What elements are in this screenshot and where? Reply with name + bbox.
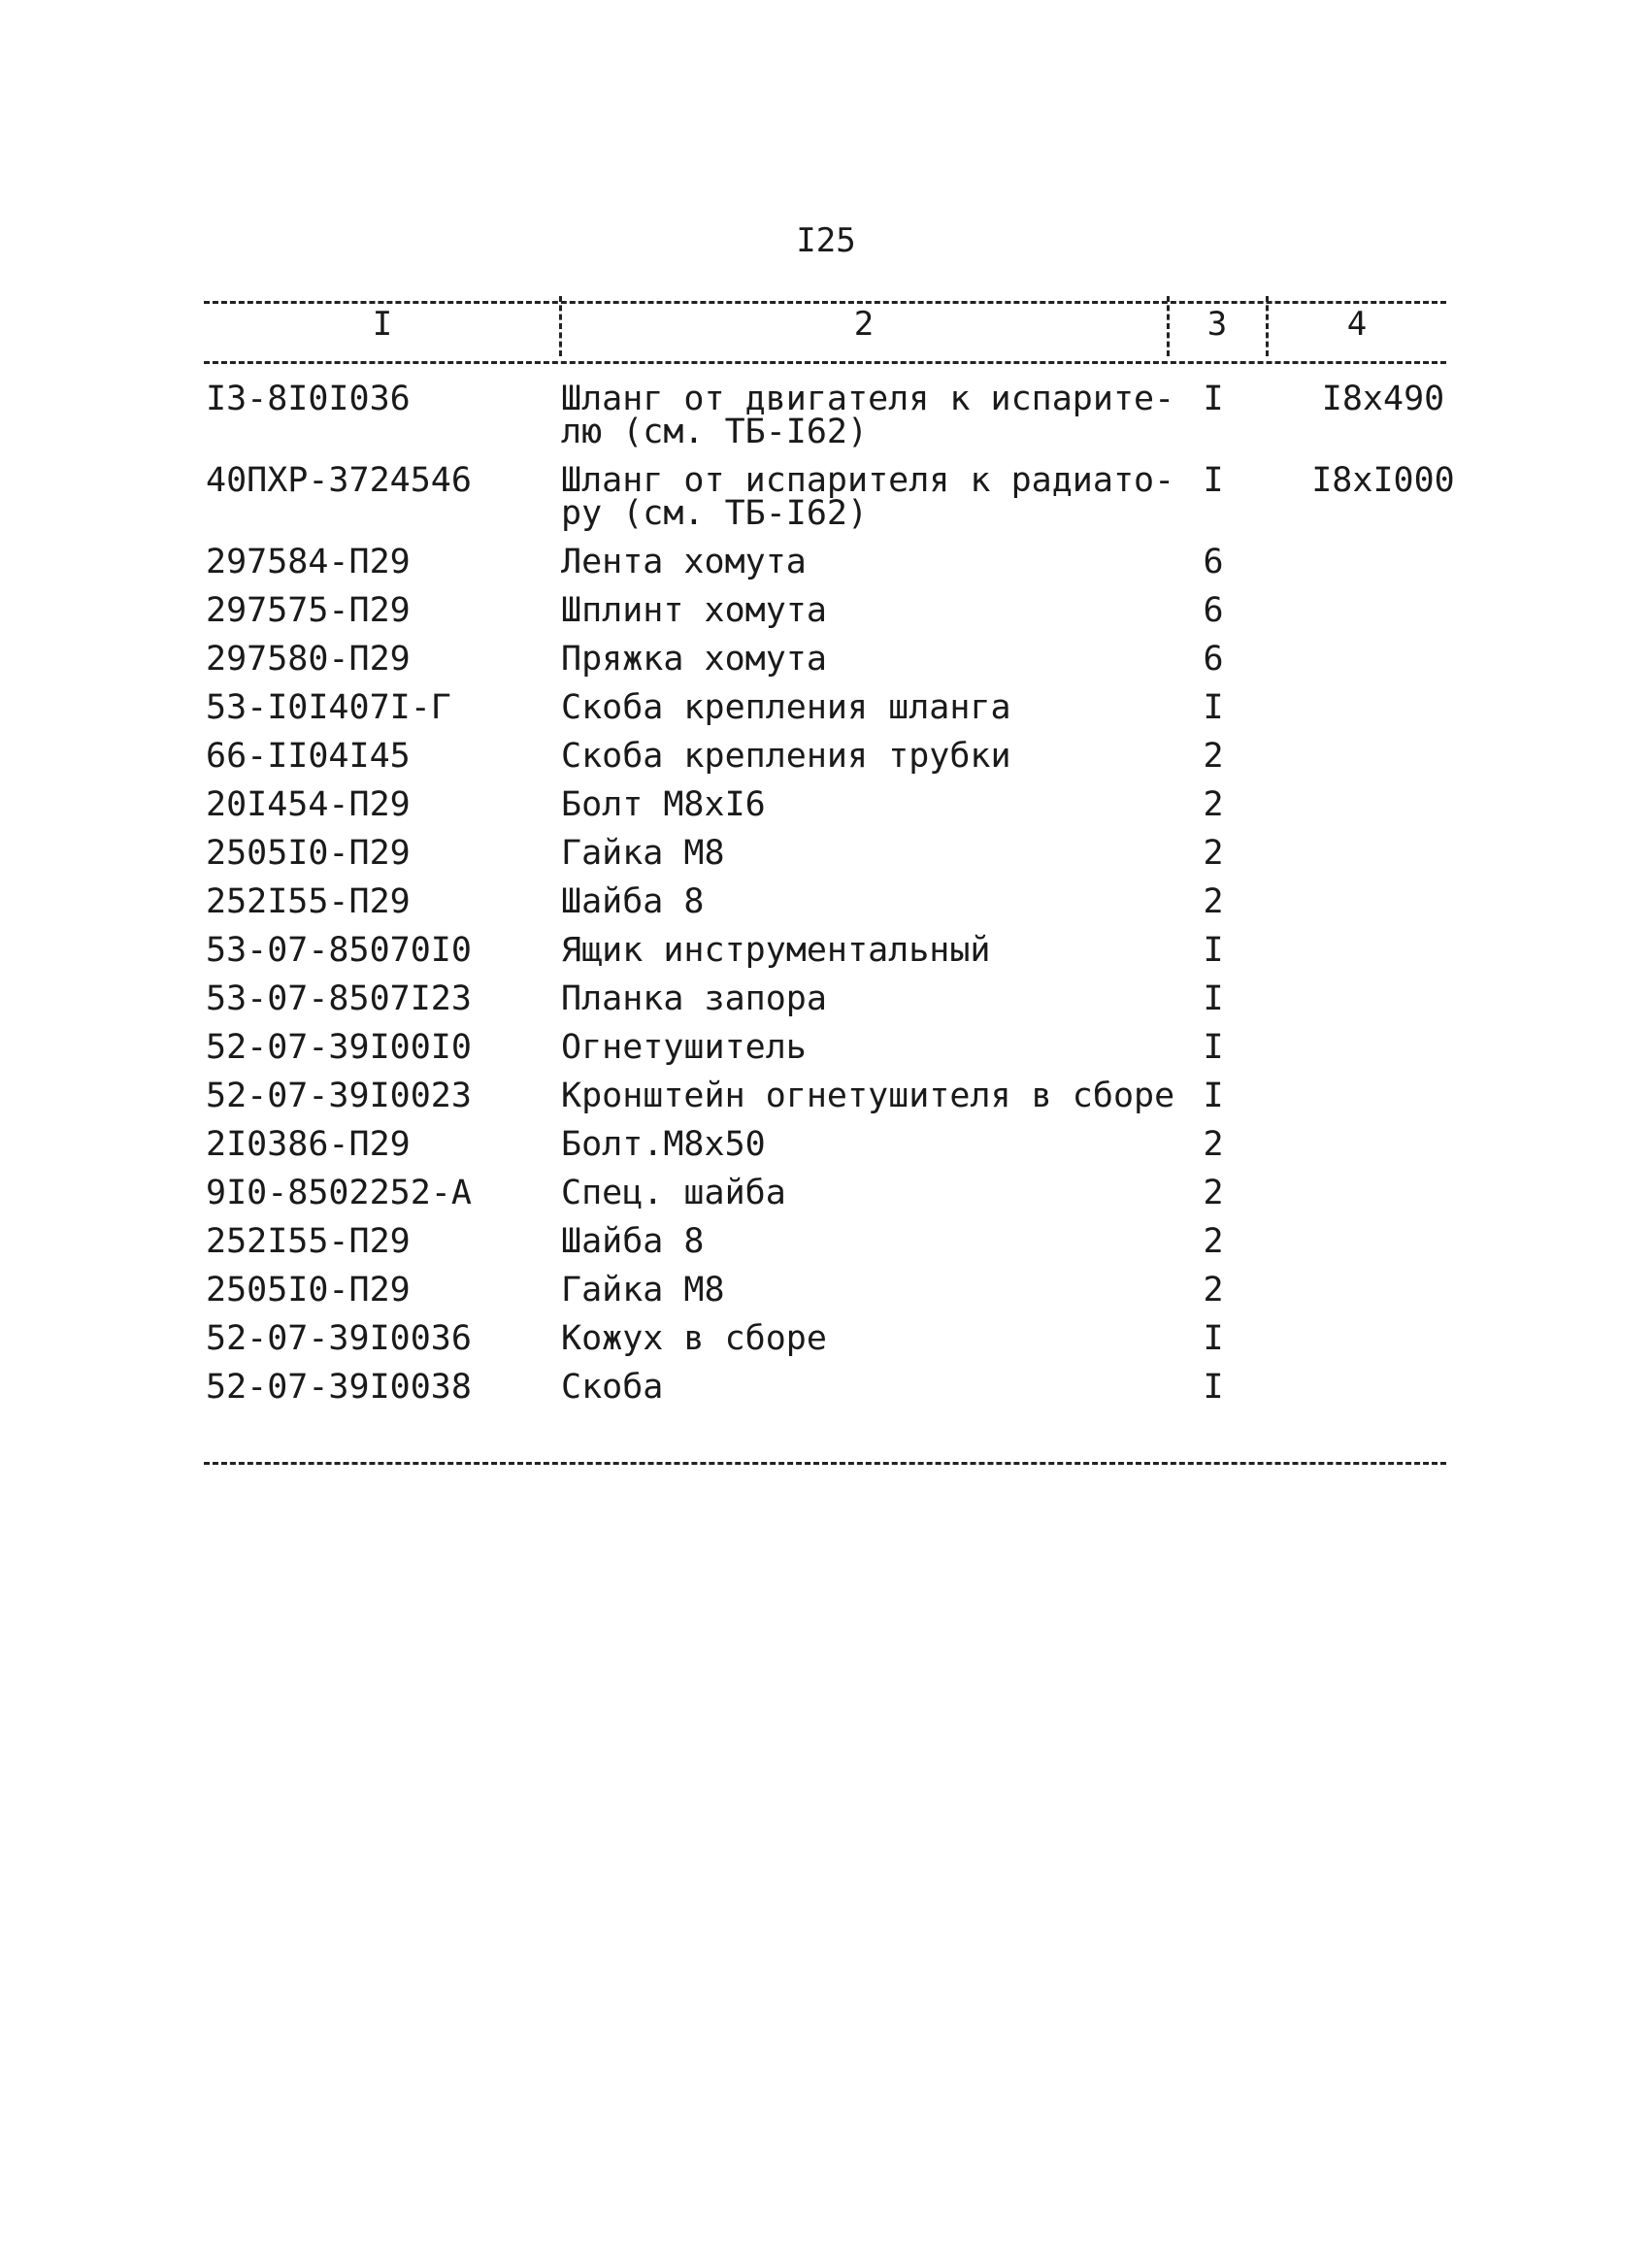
table-row [0, 543, 1652, 581]
part-name: Скоба крепления шланга [561, 688, 1011, 727]
part-quantity: 2 [1203, 1222, 1224, 1261]
table-row [0, 461, 1652, 533]
part-quantity: I [1203, 931, 1224, 970]
part-code: 2I0386-П29 [206, 1125, 411, 1164]
part-size: I8xI000 [1311, 461, 1455, 500]
table-row [0, 1125, 1652, 1164]
part-name: Кожух в сборе [561, 1319, 827, 1358]
part-name: Болт.М8х50 [561, 1125, 766, 1164]
part-code: 9I0-8502252-А [206, 1174, 472, 1212]
part-name: Спец. шайба [561, 1174, 786, 1212]
table-row [0, 931, 1652, 970]
part-quantity: I [1203, 1319, 1224, 1358]
part-size: I8x490 [1321, 380, 1445, 418]
part-name: Ящик инструментальный [561, 931, 991, 970]
part-quantity: I [1203, 979, 1224, 1018]
part-code: 297580-П29 [206, 640, 411, 679]
part-code: 2505I0-П29 [206, 1271, 411, 1309]
table-row [0, 1028, 1652, 1067]
column-separator [559, 296, 562, 356]
part-name: Пряжка хомута [561, 640, 827, 679]
part-name: Шланг от двигателя к испарите- лю (см. ТБ-I62) [561, 380, 1175, 451]
part-code: 252I55-П29 [206, 1222, 411, 1261]
part-name: Шайба 8 [561, 1222, 705, 1261]
part-code: 252I55-П29 [206, 882, 411, 921]
part-quantity: I [1203, 1368, 1224, 1407]
part-code: 297575-П29 [206, 591, 411, 630]
part-name: Скоба крепления трубки [561, 737, 1011, 776]
part-quantity: I [1203, 1028, 1224, 1067]
part-quantity: 2 [1203, 1271, 1224, 1309]
part-name: Кронштейн огнетушителя в сборе [561, 1077, 1175, 1115]
part-code: 20I454-П29 [206, 785, 411, 824]
part-name: Шланг от испарителя к радиато- ру (см. ТБ-I62) [561, 461, 1175, 533]
part-quantity: 2 [1203, 1174, 1224, 1212]
part-quantity: I [1203, 380, 1224, 418]
part-quantity: 2 [1203, 737, 1224, 776]
column-header-3: 3 [1206, 305, 1228, 344]
part-code: 297584-П29 [206, 543, 411, 581]
table-row [0, 979, 1652, 1018]
part-code: 52-07-39I00I0 [206, 1028, 472, 1067]
column-header-1: I [372, 305, 393, 344]
part-name: Гайка М8 [561, 1271, 725, 1309]
table-row [0, 1368, 1652, 1407]
part-quantity: 2 [1203, 1125, 1224, 1164]
table-row [0, 380, 1652, 451]
table-row [0, 1077, 1652, 1115]
part-code: 53-I0I407I-Г [206, 688, 451, 727]
part-name: Шплинт хомута [561, 591, 827, 630]
part-name: Планка запора [561, 979, 827, 1018]
part-quantity: 6 [1203, 591, 1224, 630]
table-row [0, 834, 1652, 873]
table-top-rule [204, 301, 1446, 304]
table-row [0, 1174, 1652, 1212]
part-name: Огнетушитель [561, 1028, 807, 1067]
table-row [0, 688, 1652, 727]
part-code: I3-8I0I036 [206, 380, 411, 418]
part-quantity: 6 [1203, 543, 1224, 581]
page-number: I25 [796, 221, 856, 260]
part-code: 52-07-39I0038 [206, 1368, 472, 1407]
part-name: Лента хомута [561, 543, 807, 581]
part-code: 40ПХР-3724546 [206, 461, 472, 500]
table-row [0, 591, 1652, 630]
table-row [0, 1271, 1652, 1309]
part-code: 53-07-8507I23 [206, 979, 472, 1018]
column-separator [1266, 296, 1269, 356]
part-code: 66-II04I45 [206, 737, 411, 776]
column-separator [1167, 296, 1170, 356]
part-code: 52-07-39I0023 [206, 1077, 472, 1115]
part-code: 53-07-85070I0 [206, 931, 472, 970]
column-header-2: 2 [853, 305, 875, 344]
table-row [0, 785, 1652, 824]
table-row [0, 737, 1652, 776]
part-quantity: 6 [1203, 640, 1224, 679]
table-bottom-rule [204, 1462, 1446, 1465]
part-quantity: 2 [1203, 882, 1224, 921]
part-quantity: I [1203, 461, 1224, 500]
part-quantity: 2 [1203, 785, 1224, 824]
table-header-rule [204, 361, 1446, 364]
part-quantity: 2 [1203, 834, 1224, 873]
part-quantity: I [1203, 1077, 1224, 1115]
part-quantity: I [1203, 688, 1224, 727]
table-row [0, 882, 1652, 921]
column-header-4: 4 [1346, 305, 1368, 344]
part-name: Гайка М8 [561, 834, 725, 873]
part-code: 52-07-39I0036 [206, 1319, 472, 1358]
part-name: Шайба 8 [561, 882, 705, 921]
table-row [0, 640, 1652, 679]
table-row [0, 1319, 1652, 1358]
part-name: Болт М8хI6 [561, 785, 766, 824]
parts-table-body [0, 382, 1652, 1419]
table-row [0, 1222, 1652, 1261]
part-code: 2505I0-П29 [206, 834, 411, 873]
part-name: Скоба [561, 1368, 664, 1407]
